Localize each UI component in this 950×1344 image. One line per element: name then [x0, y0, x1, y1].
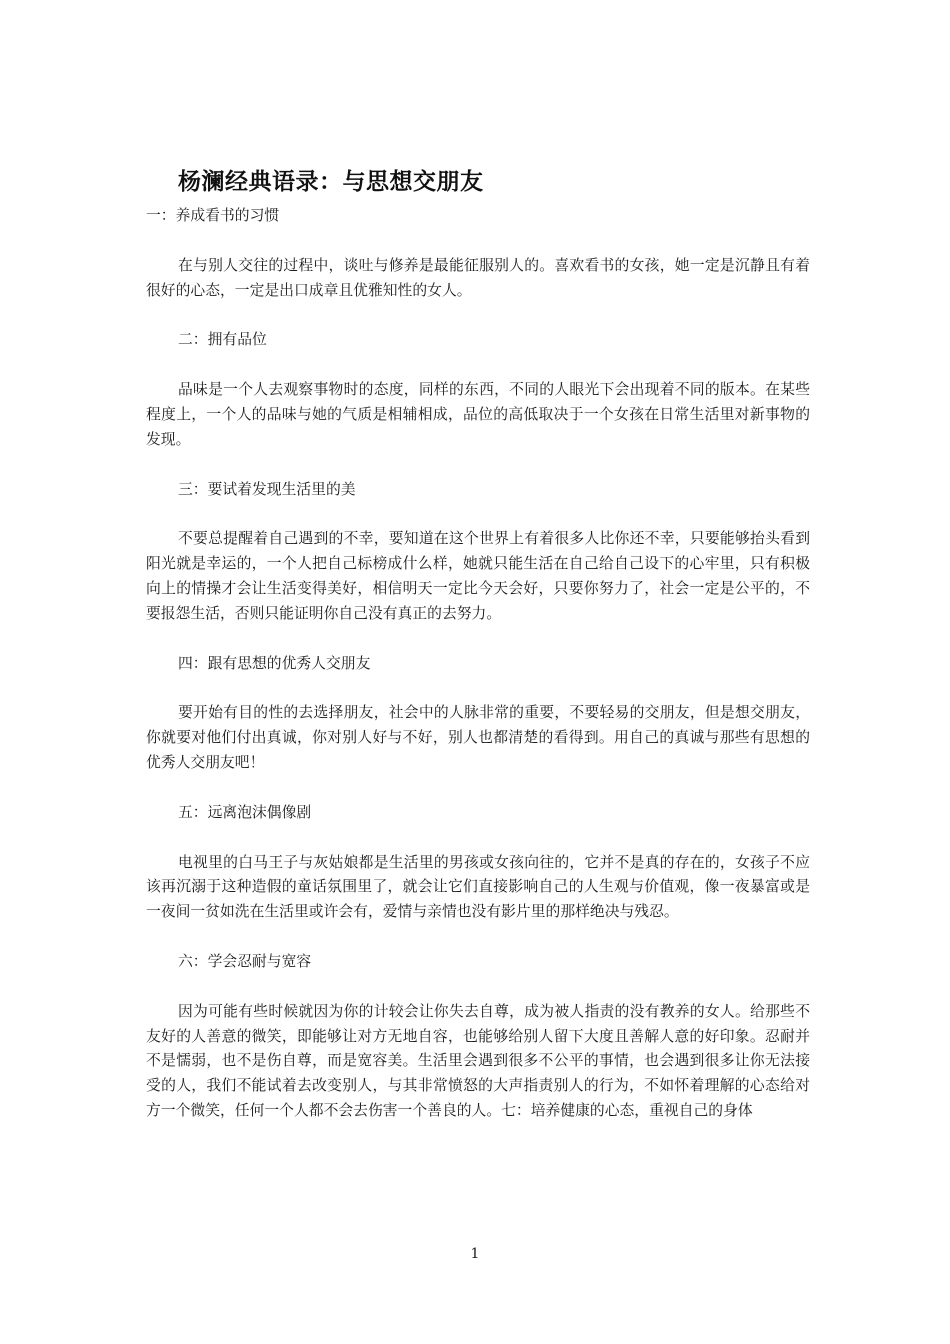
section-paragraph-3: 不要总提醒着自己遇到的不幸，要知道在这个世界上有着很多人比你还不幸，只要能够抬头看到阳光就是幸运的，一个人把自己标榜成什么样，她就只能生活在自己给自己设下的心牢里，只有积极向上的情操才会让生活变得美好，相信明天一定比今天会好，只要你努力了，社会一定是公平的，不要报怨生活，否则只能证明你自己没有真正的去努力。 — [146, 530, 810, 622]
section-paragraph-1: 在与别人交往的过程中，谈吐与修养是最能征服别人的。喜欢看书的女孩，她一定是沉静且有着很好的心态，一定是出口成章且优雅知性的女人。 — [146, 256, 810, 299]
section-paragraph-5: 电视里的白马王子与灰姑娘都是生活里的男孩或女孩向往的，它并不是真的存在的，女孩子不应该再沉溺于这种造假的童话氛围里了，就会让它们直接影响自己的人生观与价值观，像一夜暴富或是一夜间一贫如洗在生活里或许会有，爱情与亲情也没有影片里的那样绝决与残忍。 — [146, 853, 810, 921]
section-paragraph-4: 要开始有目的性的去选择朋友，社会中的人脉非常的重要，不要轻易的交朋友，但是想交朋友，你就要对他们付出真诚，你对别人好与不好，别人也都清楚的看得到。用自己的真诚与那些有思想的优秀人交朋友吧！ — [146, 704, 810, 771]
section-heading-6: 六：学会忍耐与宽容 — [178, 952, 312, 970]
section-paragraph-2: 品味是一个人去观察事物时的态度，同样的东西，不同的人眼光下会出现着不同的版本。在某些程度上，一个人的品味与她的气质是相辅相成，品位的高低取决于一个女孩在日常生活里对新事物的发现。 — [146, 381, 810, 448]
document-title: 杨澜经典语录：与思想交朋友 — [178, 169, 484, 195]
section-heading-5: 五：远离泡沫偶像剧 — [178, 803, 312, 821]
document-body — [146, 204, 810, 1149]
section-paragraph-6: 因为可能有些时候就因为你的计较会让你失去自尊，成为被人指责的没有教养的女人。给那些不友好的人善意的微笑，即能够让对方无地自容，也能够给别人留下大度且善解人意的好印象。忍耐并不是懦弱，也不是伤自尊，而是宽容美。生活里会遇到很多不公平的事情，也会遇到很多让你无法接受的人，我们不能试着去改变别人，与其非常愤怒的大声指责别人的行为，不如怀着理解的心态给对方一个微笑，任何一个人都不会去伤害一个善良的人。七：培养健康的心态，重视自己的身体 — [146, 1002, 810, 1119]
section-heading-2: 二：拥有品位 — [178, 331, 267, 349]
section-heading-4: 四：跟有思想的优秀人交朋友 — [178, 654, 371, 672]
section-heading-3: 三：要试着发现生活里的美 — [178, 480, 356, 498]
page-number: 1 — [470, 1246, 480, 1262]
section-heading-1: 一：养成看书的习惯 — [146, 207, 280, 224]
